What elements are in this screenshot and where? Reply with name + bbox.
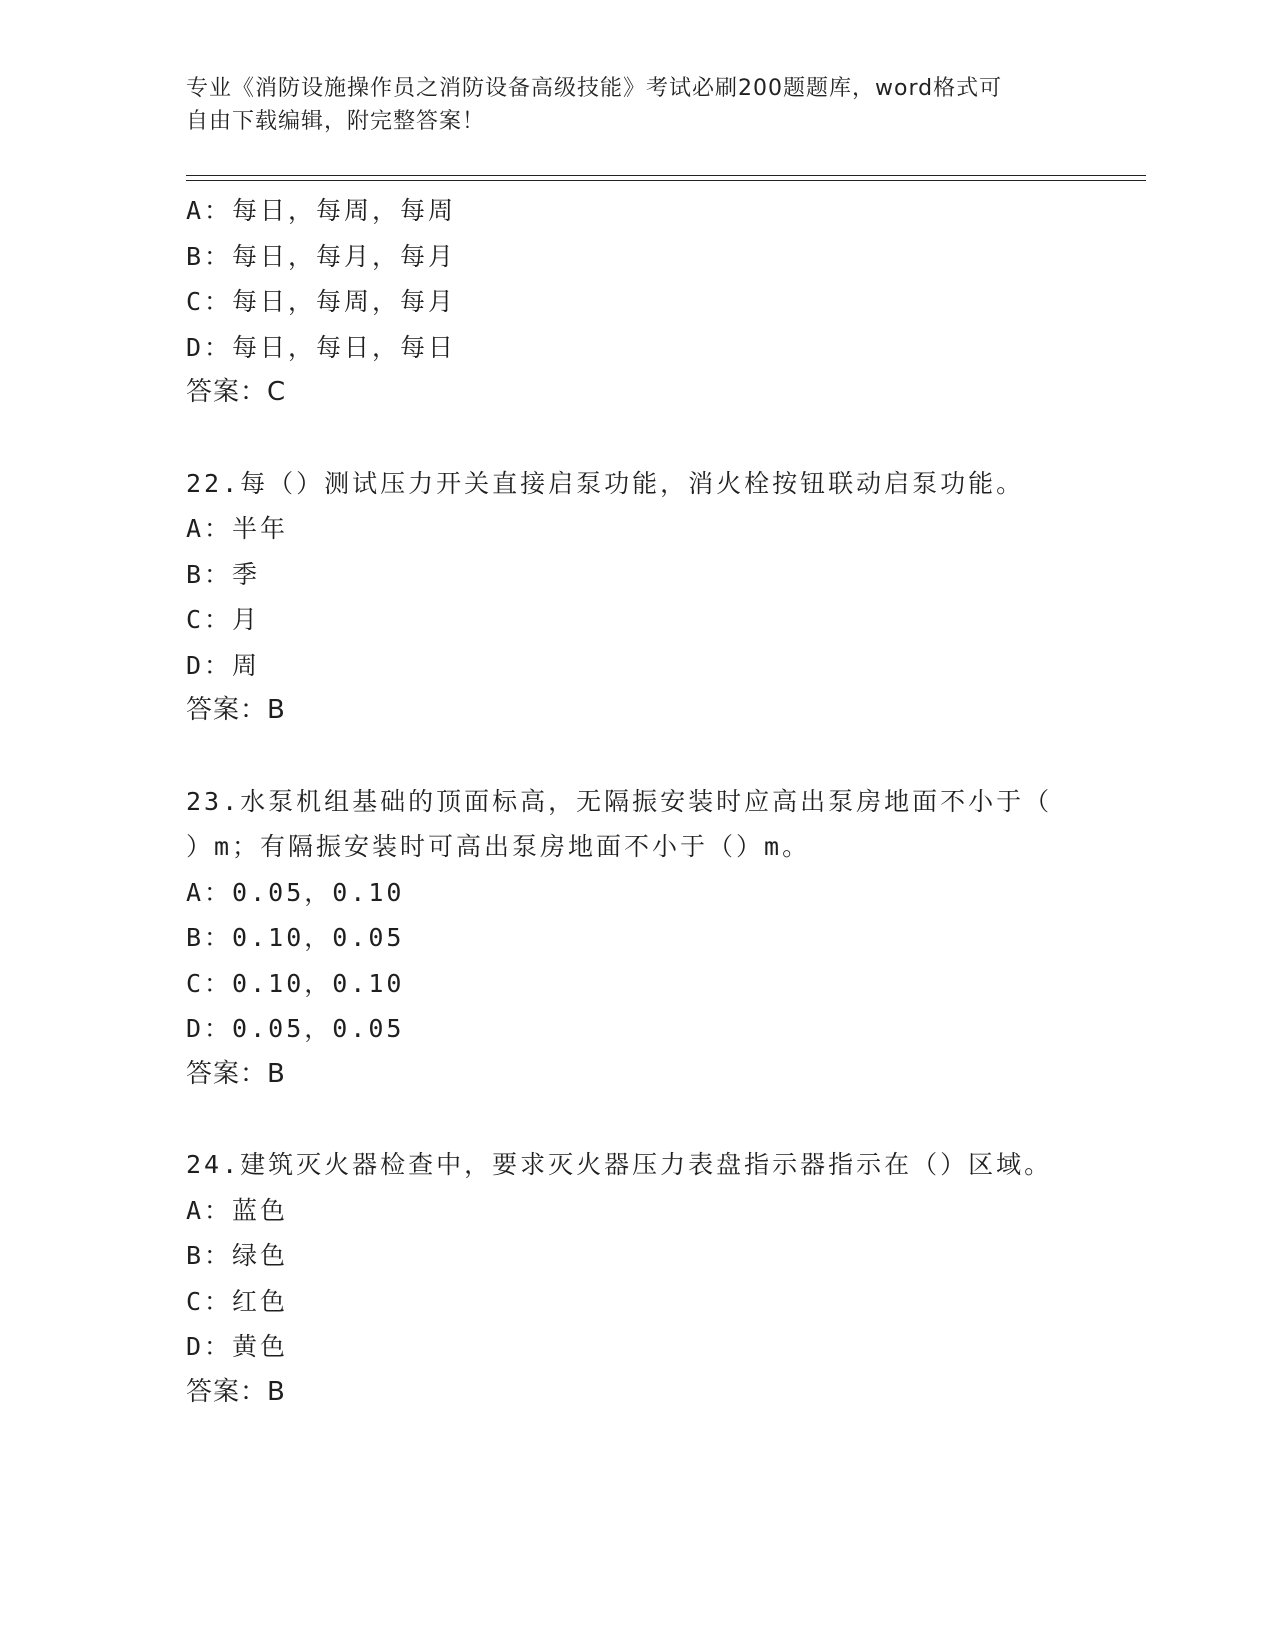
option-b: B：0.10，0.05 (186, 923, 405, 952)
question-stem-continued: ）m；有隔振安装时可高出泵房地面不小于（）m。 (186, 832, 811, 861)
header-rule-top (186, 175, 1146, 176)
answer-line: 答案：C (186, 377, 287, 407)
document-header (186, 72, 1086, 138)
option-a: A：0.05，0.10 (186, 877, 405, 907)
option-a: A：每日，每周，每周 (186, 196, 457, 225)
option-d: D：周 (186, 650, 261, 680)
question-block (186, 188, 1146, 416)
option-a: A：半年 (186, 514, 289, 543)
option-c: C：红色 (186, 1286, 289, 1316)
question-block (186, 461, 1146, 734)
answer-line: 答案：B (186, 1376, 286, 1407)
spacer (186, 734, 1146, 779)
question-block (186, 779, 1146, 1098)
header-line-1: 专业《消防设施操作员之消防设备高级技能》考试必刷200题题库，word格式可 (186, 76, 1003, 101)
option-b: B：每日，每月，每月 (186, 241, 457, 271)
answer-line: 答案：B (186, 695, 286, 725)
question-stem: 24.建筑灭火器检查中，要求灭火器压力表盘指示器指示在（）区域。 (186, 1150, 1053, 1179)
option-c: C：月 (186, 605, 261, 634)
option-c: C：每日，每周，每月 (186, 287, 457, 316)
header-line-2: 自由下载编辑，附完整答案！ (186, 109, 486, 134)
option-b: B：绿色 (186, 1241, 289, 1270)
option-d: D：黄色 (186, 1332, 289, 1361)
option-c: C：0.10，0.10 (186, 968, 405, 998)
option-d: D：0.05，0.05 (186, 1014, 405, 1043)
header-rule-bottom (186, 180, 1146, 181)
spacer (186, 1097, 1146, 1142)
question-stem: 22.每（）测试压力开关直接启泵功能，消火栓按钮联动启泵功能。 (186, 468, 1025, 498)
question-list (186, 188, 1146, 1415)
question-block (186, 1142, 1146, 1415)
spacer (186, 416, 1146, 461)
option-b: B：季 (186, 559, 261, 589)
option-d: D：每日，每日，每日 (186, 332, 457, 362)
question-stem: 23.水泵机组基础的顶面标高，无隔振安装时应高出泵房地面不小于（ (186, 786, 1053, 816)
answer-line: 答案：B (186, 1058, 286, 1089)
option-a: A：蓝色 (186, 1195, 289, 1225)
